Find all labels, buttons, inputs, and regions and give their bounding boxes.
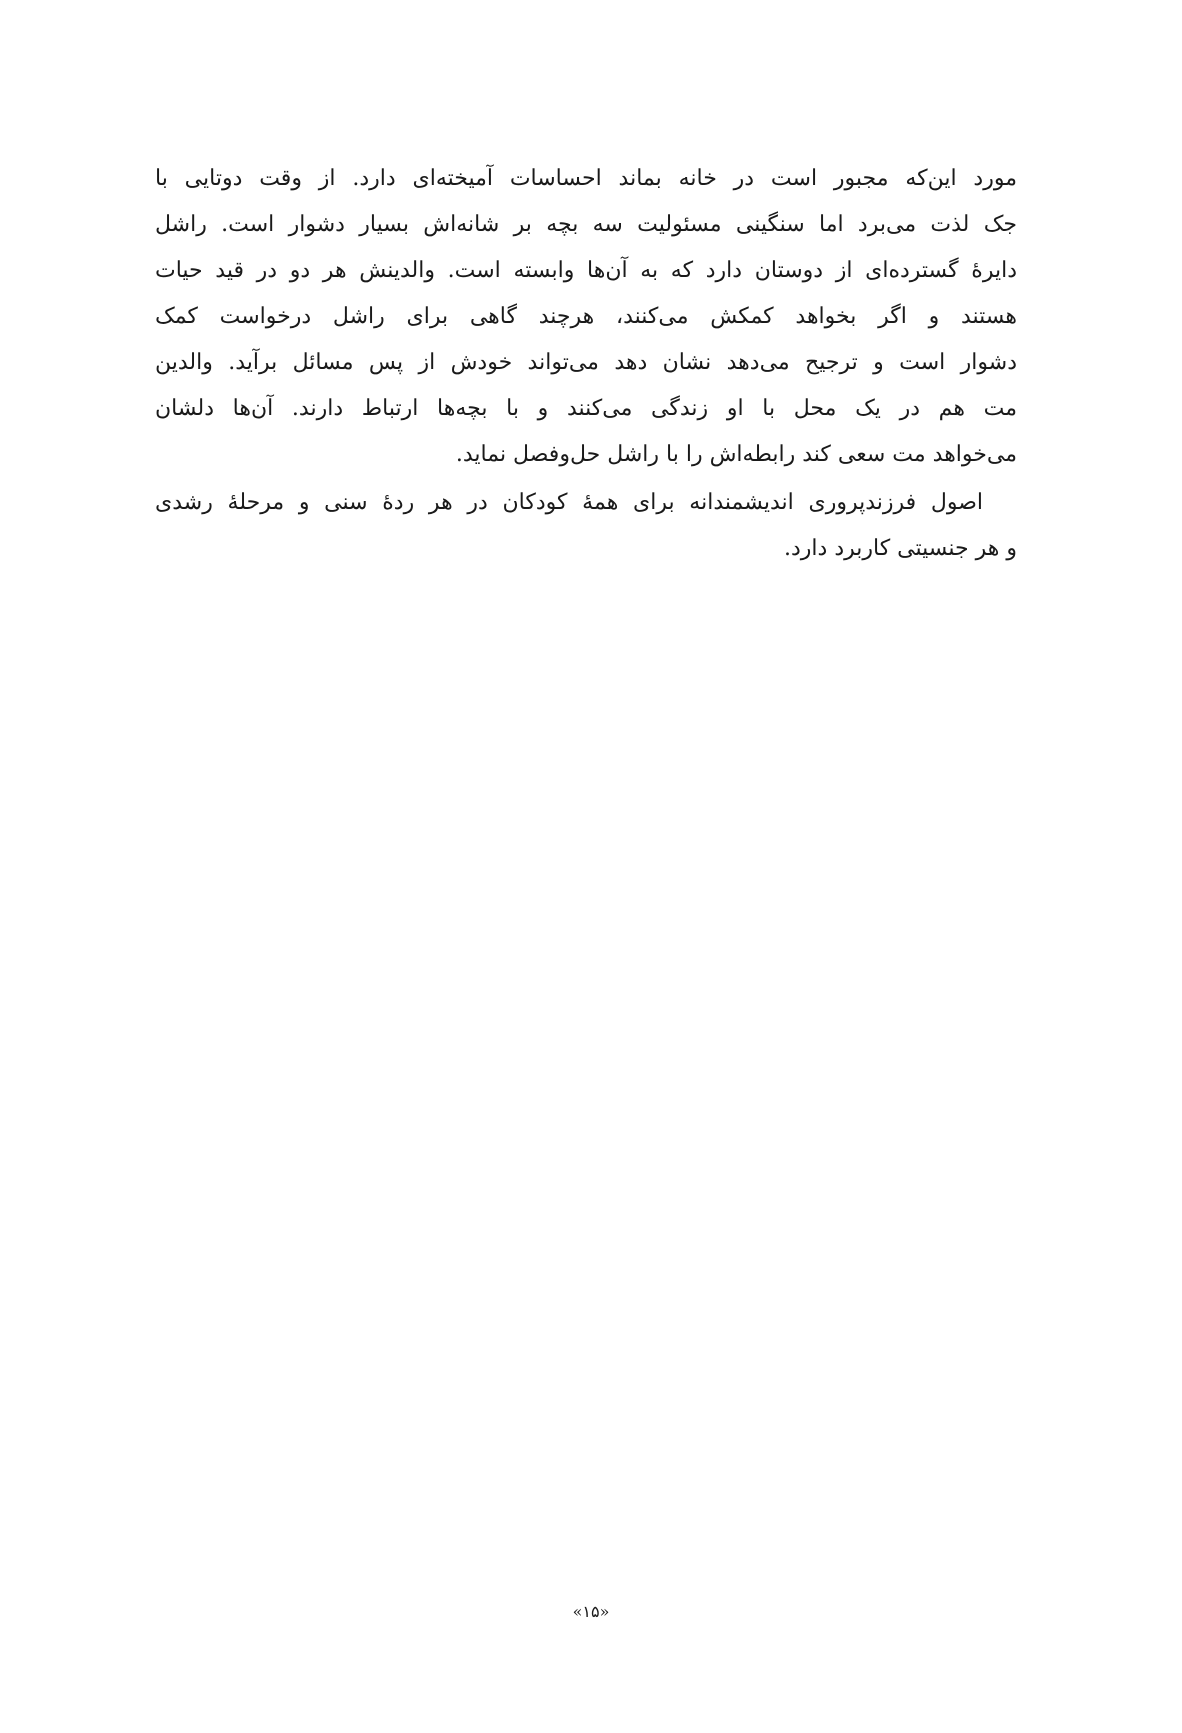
text-line: می‌خواهد مت سعی کند رابطه‌اش را با راشل حل‌وفصل نماید. [455,442,1017,467]
text-line: و هر جنسیتی کاربرد دارد. [784,536,1017,561]
text-line: دشوار است و ترجیح می‌دهد نشان دهد می‌تواند خودش از پس مسائل برآید. والدین [155,350,1017,375]
paragraph-2 [155,480,1017,572]
text-line: دایرهٔ گسترده‌ای از دوستان دارد که به آن‌ها وابسته است. والدینش هر دو در قید حیات [155,258,1017,283]
body-text [155,156,1017,572]
page-number: «۱۵» [572,1602,610,1621]
text-line: هستند و اگر بخواهد کمکش می‌کنند، هرچند گاهی برای راشل درخواست کمک [155,304,1017,329]
paragraph-1 [155,156,1017,478]
text-line: مت هم در یک محل با او زندگی می‌کنند و با بچه‌ها ارتباط دارند. آن‌ها دلشان [155,396,1017,421]
text-line: اصول فرزندپروری اندیشمندانه برای همهٔ کودکان در هر ردهٔ سنی و مرحلهٔ رشدی [155,490,983,515]
text-line: مورد این‌که مجبور است در خانه بماند احساسات آمیخته‌ای دارد. از وقت دوتایی با [155,166,1018,191]
text-line: جک لذت می‌برد اما سنگینی مسئولیت سه بچه بر شانه‌اش بسیار دشوار است. راشل [155,212,1017,237]
